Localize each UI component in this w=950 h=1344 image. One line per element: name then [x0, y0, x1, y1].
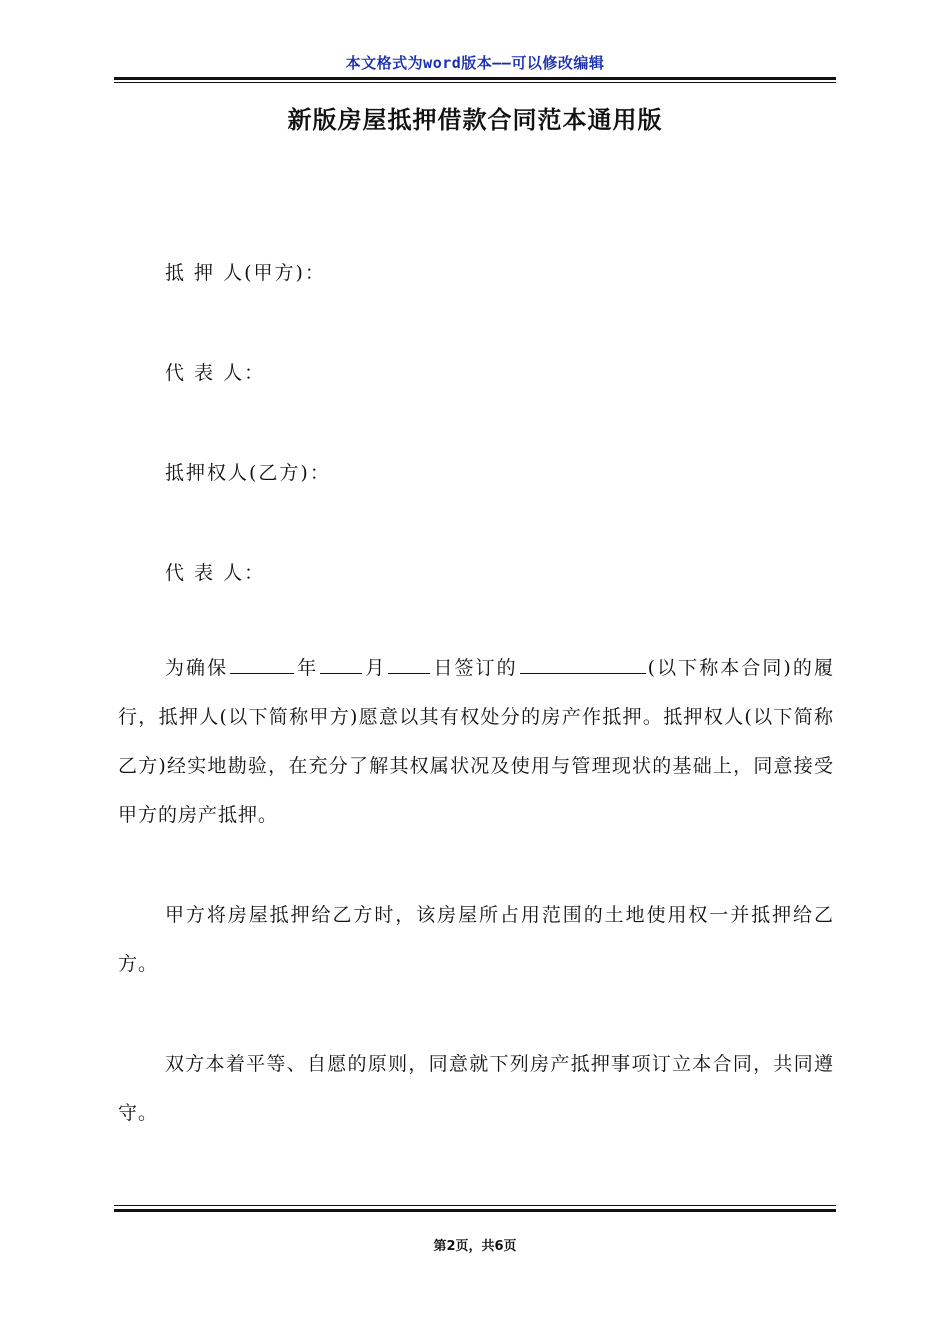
blank-contract-name	[520, 655, 646, 674]
label-year: 年	[296, 657, 319, 679]
purpose-body: 的履行，抵押人(以下简称甲方)愿意以其有权处分的房产作抵押。抵押权人(以下简称乙方)经实地勘验，在充分了解其权属状况及使用与管理现状的基础上，同意接受甲方的房产抵押。	[118, 657, 834, 826]
document-title: 新版房屋抵押借款合同范本通用版	[287, 105, 663, 134]
paragraph-purpose	[118, 644, 834, 840]
mortgagor-field: 抵 押 人(甲方)：	[165, 262, 326, 284]
header-rule-thin	[114, 82, 836, 83]
paragraph-land-use-right: 甲方将房屋抵押给乙方时，该房屋所占用范围的土地使用权一并抵押给乙方。	[118, 904, 834, 975]
mortgagee-representative-field: 代 表 人：	[165, 562, 266, 584]
blank-day	[388, 655, 430, 674]
header-note: 本文格式为word版本——可以修改编辑	[345, 54, 605, 72]
header-rule-thick	[114, 77, 836, 80]
paragraph-agreement: 双方本着平等、自愿的原则，同意就下列房产抵押事项订立本合同，共同遵守。	[118, 1053, 834, 1124]
mortgagee-field: 抵押权人(乙方)：	[165, 462, 331, 484]
page-indicator: 第2页，共6页	[433, 1239, 517, 1254]
blank-year	[230, 655, 294, 674]
label-day-signed: 日签订的	[432, 657, 518, 679]
blank-month	[320, 655, 362, 674]
purpose-line1-rest: (以下称本合同)	[647, 657, 792, 679]
footer-rule-thin	[114, 1205, 836, 1206]
footer-rule-thick	[114, 1209, 836, 1212]
purpose-prefix: 为确保	[165, 657, 229, 679]
label-month: 月	[364, 657, 387, 679]
mortgagor-representative-field: 代 表 人：	[165, 362, 266, 384]
